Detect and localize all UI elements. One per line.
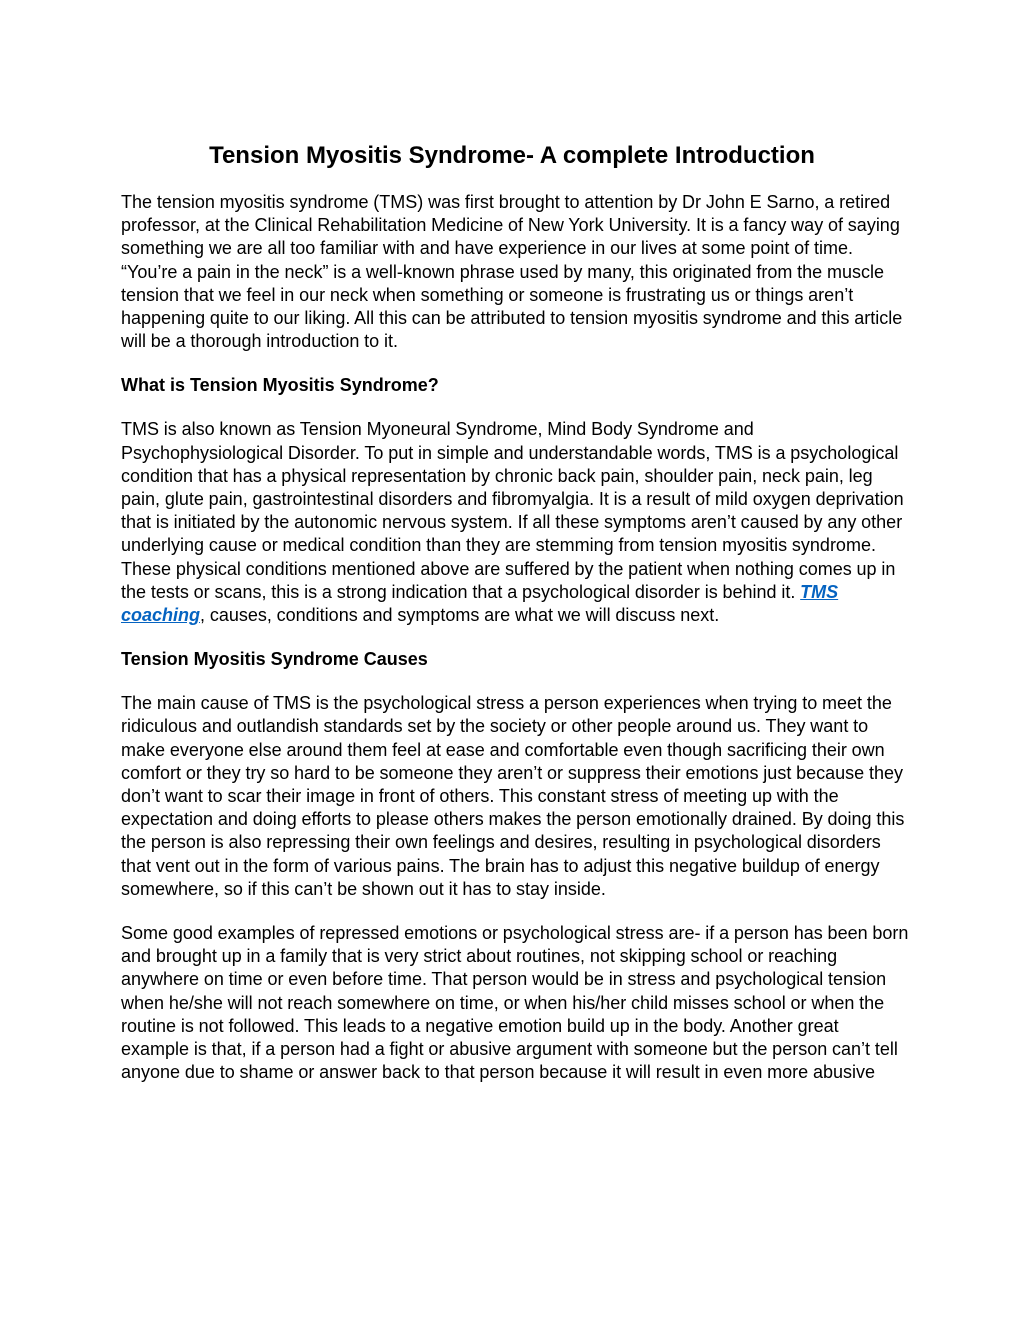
what-is-tms-text-after-link: , causes, conditions and symptoms are what we will discuss next. [200,605,720,626]
tms-coaching-link[interactable]: TMS coaching [121,581,839,626]
causes-paragraph-1: The main cause of TMS is the psychological stress a person experiences when trying to meet the ridiculous and outlandish standards set by the society or other people around us. They want to make everyone else around them feel at ease and comfortable even though sacrificing their own comfort or they try so hard to be someone they aren’t or suppress their emotions just because they don’t want to scar their image in front of others. This constant stress of meeting up with the expectation and doing efforts to please others makes the person emotionally drained. By doing this the person is also repressing their own feelings and desires, resulting in psychological disorders that vent out in the form of various pains. The brain has to adjust this negative buildup of energy somewhere, so if this can’t be shown out it has to stay inside. [121,693,905,899]
causes-paragraph-2: Some good examples of repressed emotions or psychological stress are- if a person has been born and brought up in a family that is very strict about routines, not skipping school or reaching anywhere on time or even before time. That person would be in stress and psychological tension when he/she will not reach somewhere on time, or when his/her child misses school or when the routine is not followed. This leads to a negative emotion build up in the body. Another great example is that, if a person had a fight or abusive argument with someone but the person can’t tell anyone due to shame or answer back to that person because it will result in even more abusive [121,923,909,1083]
section-heading-causes: Tension Myositis Syndrome Causes [121,649,428,670]
section-heading-what-is-tms: What is Tension Myositis Syndrome? [121,375,439,396]
what-is-tms-paragraph [121,418,911,627]
what-is-tms-text-before-link: TMS is also known as Tension Myoneural Syndrome, Mind Body Syndrome and Psychophysiological Disorder. To put in simple and understandable words, TMS is a psychological condition that has a physical representation by chronic back pain, shoulder pain, neck pain, leg pain, glute pain, gastrointestinal disorders and fibromyalgia. It is a result of mild oxygen deprivation that is initiated by the autonomic nervous system. If all these symptoms aren’t caused by any other underlying cause or medical condition than they are stemming from tension myositis syndrome. These physical conditions mentioned above are suffered by the patient when nothing comes up in the tests or scans, this is a strong indication that a psychological disorder is behind it. [121,419,904,602]
document-body [121,191,911,1106]
document-title: Tension Myositis Syndrome- A complete Introduction [209,142,815,169]
intro-paragraph: The tension myositis syndrome (TMS) was first brought to attention by Dr John E Sarno, a retired professor, at the Clinical Rehabilitation Medicine of New York University. It is a fancy way of saying something we are all too familiar with and have experience in our lives at some point of time. “You’re a pain in the neck” is a well-known phrase used by many, this originated from the muscle tension that we feel in our neck when something or someone is frustrating us or things aren’t happening quite to our liking. All this can be attributed to tension myositis syndrome and this article will be a thorough introduction to it. [121,192,903,352]
